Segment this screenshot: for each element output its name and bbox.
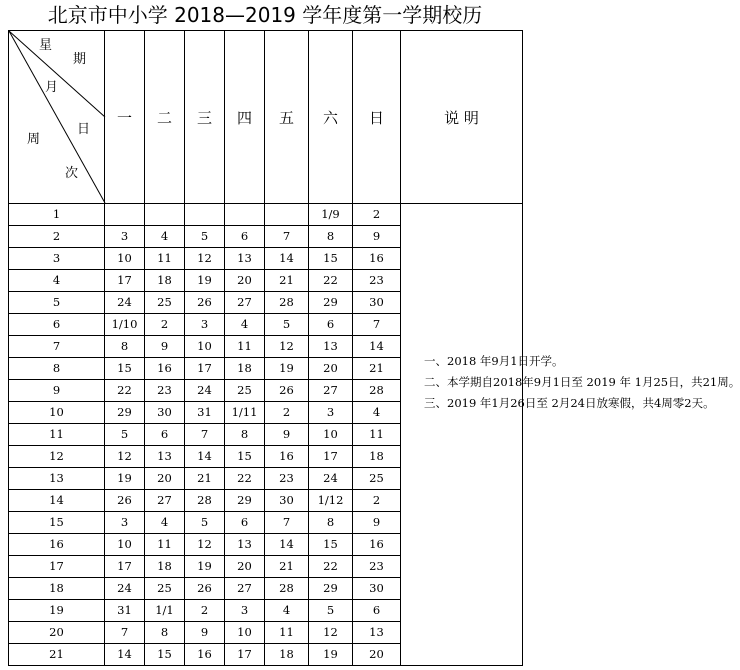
date-cell: [265, 204, 309, 226]
calendar-body: [9, 204, 740, 666]
date-cell: 16: [145, 358, 185, 380]
date-cell: 14: [265, 534, 309, 556]
date-cell: 28: [265, 292, 309, 314]
date-cell: 27: [145, 490, 185, 512]
week-number-cell: 9: [9, 380, 105, 402]
week-number-cell: 20: [9, 622, 105, 644]
date-cell: 23: [353, 556, 401, 578]
date-cell: 9: [265, 424, 309, 446]
date-cell: 24: [105, 578, 145, 600]
date-cell: 27: [309, 380, 353, 402]
day-header-mon: 一: [105, 31, 145, 204]
week-number-cell: 15: [9, 512, 105, 534]
date-cell: 15: [225, 446, 265, 468]
date-cell: 19: [265, 358, 309, 380]
corner-diagonal-lines: [9, 31, 105, 203]
corner-label-week: 周: [27, 132, 41, 147]
corner-label-period: 期: [73, 52, 87, 67]
date-cell: 27: [225, 292, 265, 314]
date-cell: 11: [265, 622, 309, 644]
date-cell: 11: [145, 534, 185, 556]
date-cell: 3: [309, 402, 353, 424]
week-number-cell: 2: [9, 226, 105, 248]
date-cell: 3: [185, 314, 225, 336]
week-number-cell: 7: [9, 336, 105, 358]
header-row: [9, 31, 523, 204]
week-number-cell: 4: [9, 270, 105, 292]
date-cell: 1/9: [309, 204, 353, 226]
date-cell: 12: [309, 622, 353, 644]
date-cell: 26: [185, 578, 225, 600]
date-cell: 19: [105, 468, 145, 490]
date-cell: 3: [105, 512, 145, 534]
date-cell: 18: [145, 270, 185, 292]
date-cell: 3: [105, 226, 145, 248]
week-number-cell: 19: [9, 600, 105, 622]
date-cell: 26: [265, 380, 309, 402]
date-cell: 29: [225, 490, 265, 512]
date-cell: 26: [105, 490, 145, 512]
date-cell: 11: [145, 248, 185, 270]
date-cell: 13: [309, 336, 353, 358]
date-cell: 12: [265, 336, 309, 358]
date-cell: 13: [225, 534, 265, 556]
date-cell: 2: [145, 314, 185, 336]
date-cell: 10: [105, 248, 145, 270]
date-cell: 14: [265, 248, 309, 270]
day-header-fri: 五: [265, 31, 309, 204]
date-cell: 4: [145, 512, 185, 534]
date-cell: 14: [105, 644, 145, 666]
date-cell: 6: [225, 226, 265, 248]
week-number-cell: 18: [9, 578, 105, 600]
date-cell: 14: [353, 336, 401, 358]
date-cell: [105, 204, 145, 226]
week-number-cell: 12: [9, 446, 105, 468]
date-cell: 27: [225, 578, 265, 600]
date-cell: 2: [353, 204, 401, 226]
date-cell: 15: [309, 534, 353, 556]
note-paragraph: 二、本学期自2018年9月1日至 2019 年 1月25日，共21周。: [424, 375, 740, 389]
week-number-cell: 17: [9, 556, 105, 578]
date-cell: 15: [105, 358, 145, 380]
date-cell: 22: [309, 270, 353, 292]
date-cell: 10: [225, 622, 265, 644]
day-header-thu: 四: [225, 31, 265, 204]
day-header-wed: 三: [185, 31, 225, 204]
date-cell: 22: [225, 468, 265, 490]
date-cell: 2: [265, 402, 309, 424]
date-cell: 20: [309, 358, 353, 380]
date-cell: 23: [265, 468, 309, 490]
date-cell: 10: [105, 534, 145, 556]
date-cell: 8: [309, 512, 353, 534]
date-cell: 1/1: [145, 600, 185, 622]
date-cell: 6: [353, 600, 401, 622]
notes-cell: [401, 204, 740, 666]
date-cell: 5: [309, 600, 353, 622]
date-cell: 20: [225, 556, 265, 578]
date-cell: 8: [145, 622, 185, 644]
date-cell: 7: [265, 226, 309, 248]
date-cell: 17: [185, 358, 225, 380]
date-cell: 18: [225, 358, 265, 380]
date-cell: 25: [225, 380, 265, 402]
date-cell: 5: [185, 512, 225, 534]
corner-label-star: 星: [39, 38, 53, 53]
date-cell: 22: [105, 380, 145, 402]
date-cell: 24: [105, 292, 145, 314]
corner-label-day: 日: [77, 122, 91, 137]
date-cell: 19: [309, 644, 353, 666]
date-cell: 1/11: [225, 402, 265, 424]
date-cell: 18: [145, 556, 185, 578]
date-cell: 1/12: [309, 490, 353, 512]
week-number-cell: 8: [9, 358, 105, 380]
date-cell: 20: [225, 270, 265, 292]
notes-header: 说 明: [401, 31, 523, 204]
date-cell: 12: [105, 446, 145, 468]
week-number-cell: 10: [9, 402, 105, 424]
date-cell: 30: [353, 292, 401, 314]
week-number-cell: 3: [9, 248, 105, 270]
date-cell: 7: [105, 622, 145, 644]
week-row: [9, 204, 523, 226]
date-cell: 12: [185, 248, 225, 270]
date-cell: 5: [185, 226, 225, 248]
date-cell: 11: [225, 336, 265, 358]
week-number-cell: 5: [9, 292, 105, 314]
date-cell: 9: [185, 622, 225, 644]
date-cell: 20: [145, 468, 185, 490]
date-cell: 17: [105, 270, 145, 292]
date-cell: 18: [265, 644, 309, 666]
date-cell: 15: [309, 248, 353, 270]
date-cell: 28: [353, 380, 401, 402]
date-cell: 22: [309, 556, 353, 578]
date-cell: 23: [353, 270, 401, 292]
date-cell: 12: [185, 534, 225, 556]
date-cell: 6: [309, 314, 353, 336]
week-number-cell: 14: [9, 490, 105, 512]
date-cell: 28: [185, 490, 225, 512]
date-cell: 24: [185, 380, 225, 402]
date-cell: 16: [353, 248, 401, 270]
date-cell: 15: [145, 644, 185, 666]
week-number-cell: 21: [9, 644, 105, 666]
week-number-cell: 6: [9, 314, 105, 336]
date-cell: 29: [105, 402, 145, 424]
date-cell: 13: [145, 446, 185, 468]
day-header-sun: 日: [353, 31, 401, 204]
date-cell: [145, 204, 185, 226]
date-cell: 21: [353, 358, 401, 380]
date-cell: 28: [265, 578, 309, 600]
date-cell: 21: [265, 556, 309, 578]
date-cell: 4: [145, 226, 185, 248]
note-paragraph: 一、2018 年9月1日开学。: [424, 354, 564, 368]
day-header-sat: 六: [309, 31, 353, 204]
date-cell: 17: [225, 644, 265, 666]
date-cell: 6: [225, 512, 265, 534]
date-cell: 5: [105, 424, 145, 446]
date-cell: 30: [145, 402, 185, 424]
date-cell: 25: [145, 578, 185, 600]
date-cell: 25: [145, 292, 185, 314]
date-cell: 17: [309, 446, 353, 468]
date-cell: 4: [353, 402, 401, 424]
date-cell: 19: [185, 270, 225, 292]
date-cell: 24: [309, 468, 353, 490]
date-cell: [225, 204, 265, 226]
date-cell: 25: [353, 468, 401, 490]
date-cell: 29: [309, 292, 353, 314]
date-cell: 31: [105, 600, 145, 622]
corner-header-cell: [9, 31, 105, 204]
date-cell: 26: [185, 292, 225, 314]
date-cell: 9: [145, 336, 185, 358]
date-cell: 17: [105, 556, 145, 578]
date-cell: [185, 204, 225, 226]
date-cell: 16: [353, 534, 401, 556]
date-cell: 9: [353, 512, 401, 534]
date-cell: 14: [185, 446, 225, 468]
date-cell: 1/10: [105, 314, 145, 336]
date-cell: 13: [225, 248, 265, 270]
week-number-cell: 16: [9, 534, 105, 556]
date-cell: 3: [225, 600, 265, 622]
date-cell: 4: [265, 600, 309, 622]
date-cell: 9: [353, 226, 401, 248]
date-cell: 19: [185, 556, 225, 578]
date-cell: 7: [265, 512, 309, 534]
date-cell: 20: [353, 644, 401, 666]
date-cell: 8: [309, 226, 353, 248]
date-cell: 30: [265, 490, 309, 512]
date-cell: 31: [185, 402, 225, 424]
date-cell: 16: [185, 644, 225, 666]
date-cell: 8: [105, 336, 145, 358]
date-cell: 11: [353, 424, 401, 446]
date-cell: 18: [353, 446, 401, 468]
date-cell: 21: [265, 270, 309, 292]
date-cell: 2: [353, 490, 401, 512]
date-cell: 13: [353, 622, 401, 644]
date-cell: 23: [145, 380, 185, 402]
day-header-tue: 二: [145, 31, 185, 204]
date-cell: 5: [265, 314, 309, 336]
date-cell: 4: [225, 314, 265, 336]
date-cell: 7: [353, 314, 401, 336]
school-calendar-table: [8, 30, 740, 666]
date-cell: 16: [265, 446, 309, 468]
week-number-cell: 13: [9, 468, 105, 490]
page-title: 北京市中小学 2018—2019 学年度第一学期校历: [47, 3, 483, 27]
date-cell: 10: [309, 424, 353, 446]
corner-label-month: 月: [45, 80, 59, 95]
week-number-cell: 11: [9, 424, 105, 446]
date-cell: 21: [185, 468, 225, 490]
week-number-cell: 1: [9, 204, 105, 226]
note-paragraph: 三、2019 年1月26日至 2月24日放寒假，共4周零2天。: [424, 396, 715, 410]
date-cell: 10: [185, 336, 225, 358]
corner-label-order: 次: [65, 166, 79, 181]
date-cell: 8: [225, 424, 265, 446]
date-cell: 6: [145, 424, 185, 446]
date-cell: 29: [309, 578, 353, 600]
date-cell: 2: [185, 600, 225, 622]
date-cell: 30: [353, 578, 401, 600]
date-cell: 7: [185, 424, 225, 446]
